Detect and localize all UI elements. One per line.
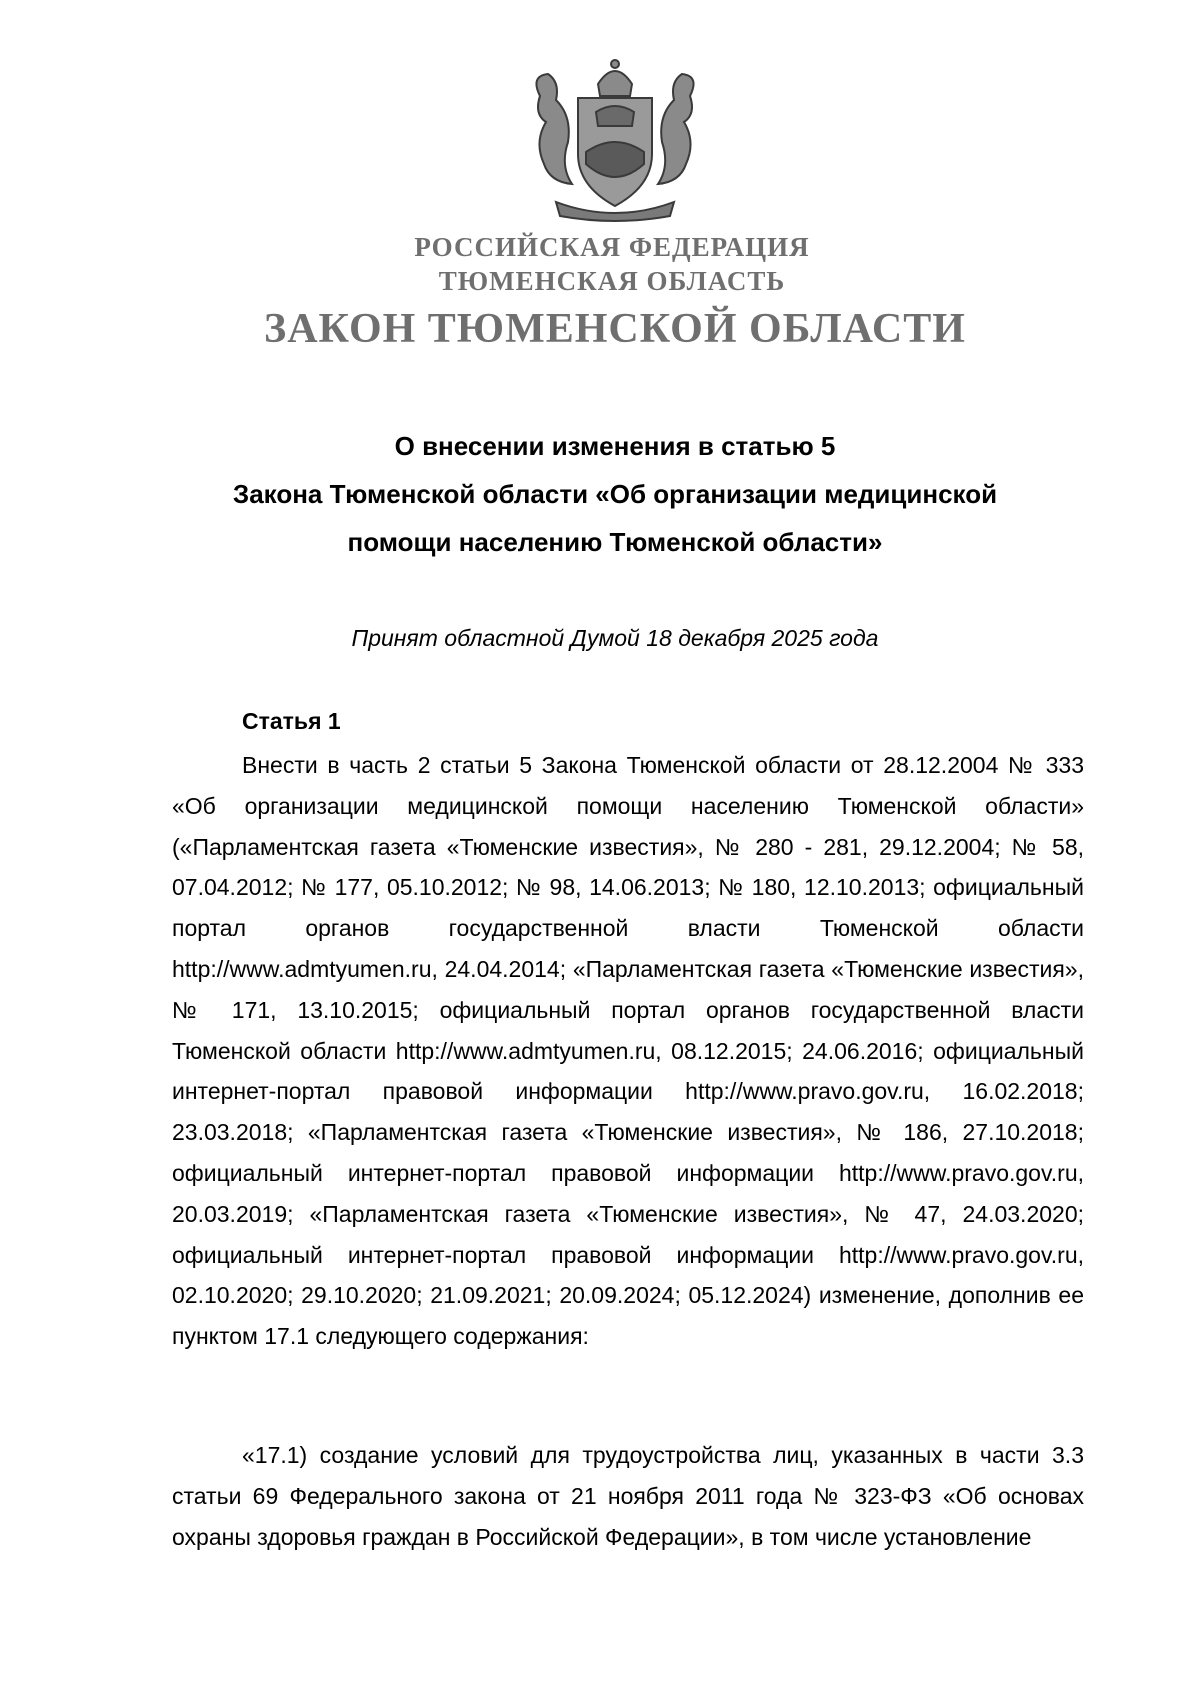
document-title-line-3: помощи населению Тюменской области» — [347, 527, 883, 557]
adoption-note: Принят областной Думой 18 декабря 2025 года — [351, 625, 879, 651]
country-heading: РОССИЙСКАЯ ФЕДЕРАЦИЯ — [414, 232, 810, 262]
document-title-line-2: Закона Тюменской области «Об организации медицинской — [232, 479, 998, 509]
article-heading: Статья 1 — [242, 708, 341, 734]
article-paragraph: Внести в часть 2 статьи 5 Закона Тюменской области от 28.12.2004 № 333 «Об организации медицинской помощи населению Тюменской области» («Парламентская газета «Тюменские известия», № 280 - 281, 29.12.2004; № 58, 07.04.2012; № 177, 05.10.2012; № 98, 14.06.2013; № 180, 12.10.2013; официальный портал органов государственной власти Тюменской области http://www.admtyumen.ru, 24.04.2014; «Парламентская газета «Тюменские известия», № 171, 13.10.2015; официальный портал органов государственной власти Тюменской области http://www.admtyumen.ru, 08.12.2015; 24.06.2016; официальный интернет-портал правовой информации http://www.pravo.gov.ru, 16.02.2018; 23.03.2018; «Парламентская газета «Тюменские известия», № 186, 27.10.2018; официальный интернет-портал правовой информации http://www.pravo.gov.ru, 20.03.2019; «Парламентская газета «Тюменские известия», № 47, 24.03.2020; официальный интернет-портал правовой информации http://www.pravo.gov.ru, 02.10.2020; 29.10.2020; 21.09.2021; 20.09.2024; 05.12.2024) изменение, дополнив ее пунктом 17.1 следующего содержания: — [172, 752, 1084, 1350]
coat-of-arms-icon — [520, 56, 710, 226]
law-heading: ЗАКОН ТЮМЕНСКОЙ ОБЛАСТИ — [264, 306, 966, 352]
article-paragraph: «17.1) создание условий для трудоустройства лиц, указанных в части 3.3 статьи 69 Федерального закона от 21 ноября 2011 года № 323-ФЗ «Об основах охраны здоровья граждан в Российской Федерации», в том числе установление — [172, 1442, 1084, 1550]
region-heading: ТЮМЕНСКАЯ ОБЛАСТЬ — [438, 266, 786, 296]
document-title-line-1: О внесении изменения в статью 5 — [394, 431, 836, 461]
